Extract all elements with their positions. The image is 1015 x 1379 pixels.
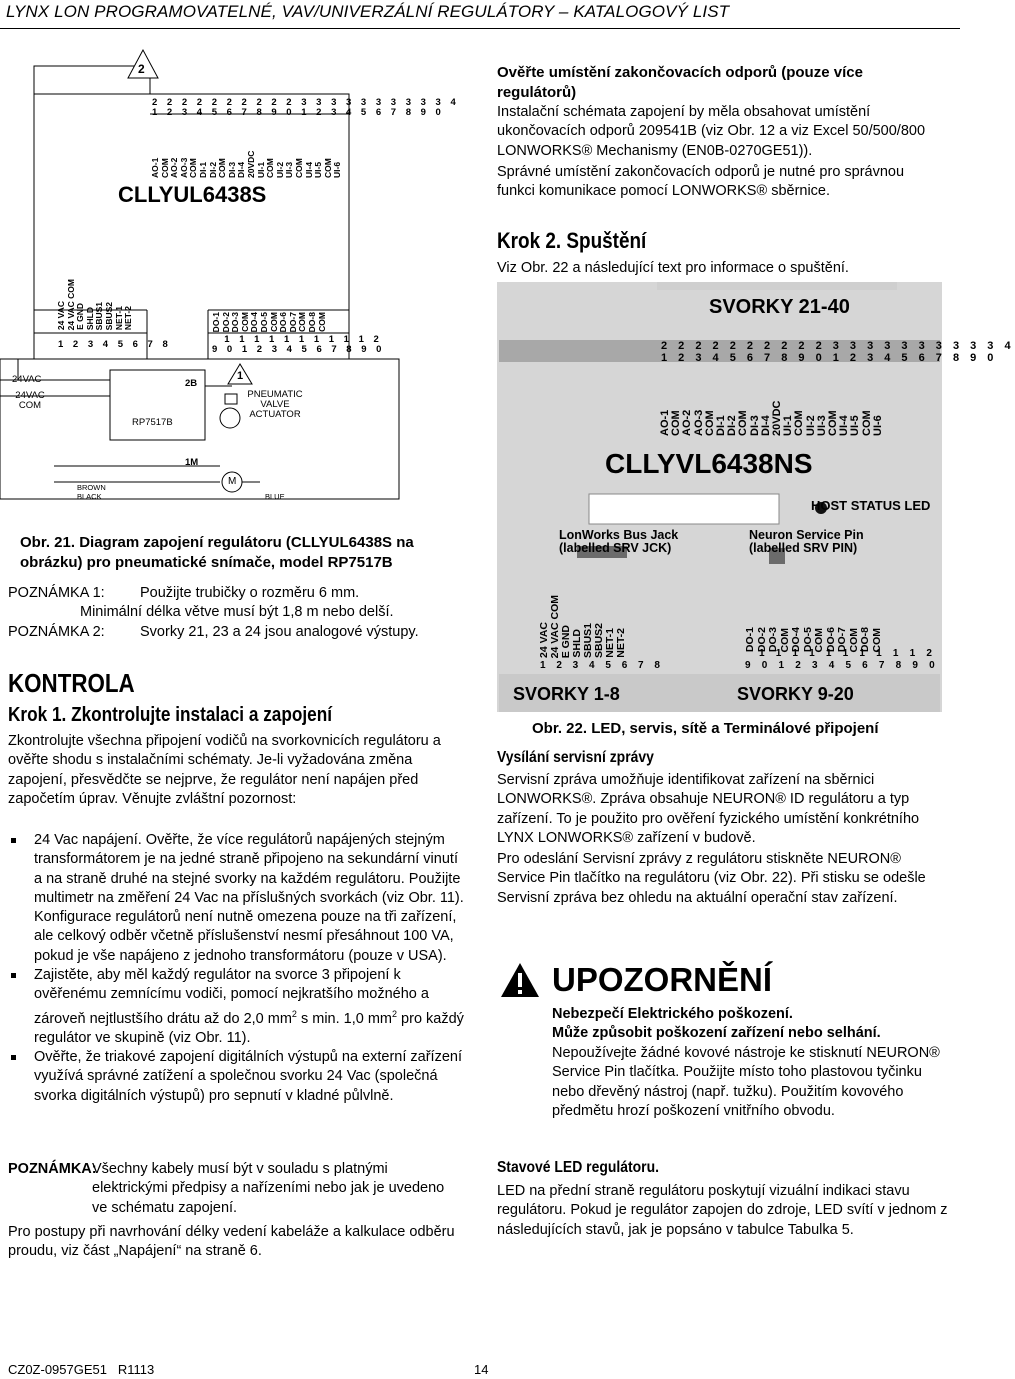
term-do2: DO-2 <box>220 311 231 332</box>
photo-term: 20VDC <box>771 400 784 436</box>
photo-term: 24 VAC COM <box>549 594 561 658</box>
term-com: COM <box>316 312 327 332</box>
term-do4: DO-4 <box>249 311 260 332</box>
photo-term: COM <box>847 627 860 652</box>
top-terminal-numbers-row2: 1 2 3 4 5 6 7 8 9 0 1 2 3 4 5 6 7 8 9 0 <box>152 107 445 118</box>
step-2-heading: Krok 2. Spuštění <box>497 228 647 253</box>
photo-term: COM <box>703 410 716 436</box>
note-2-text: Svorky 21, 23 a 24 jsou analogové výstupy. <box>140 623 419 640</box>
figure-22-photo <box>497 282 1015 712</box>
term-com: COM <box>293 158 304 178</box>
photo-term: COM <box>827 410 840 436</box>
bullet-ground <box>8 966 468 1048</box>
label-24vac-com: 24VAC COM <box>15 390 45 411</box>
photo-right-numbers-row2: 9 0 1 2 3 4 5 6 7 8 9 0 <box>745 660 939 671</box>
term-ao1: AO-1 <box>150 157 160 178</box>
photo-model: CLLYVL6438NS <box>605 448 813 479</box>
photo-term: DI-1 <box>715 415 728 436</box>
label-m: M <box>228 476 237 487</box>
term-net1: NET-1 <box>113 305 124 330</box>
note-1-line2: Minimální délka větve musí být 1,8 m nebo delší. <box>80 604 394 621</box>
photo-term: E GND <box>560 624 572 658</box>
term-sbus2: SBUS2 <box>103 301 114 330</box>
photo-left-terminals <box>538 594 627 658</box>
term-di4: DI-4 <box>236 161 247 178</box>
wiring-note-label: POZNÁMKA: <box>8 1161 97 1177</box>
photo-term: DO-4 <box>790 626 802 652</box>
photo-term: DO-2 <box>755 626 768 652</box>
term-do6: DO-6 <box>278 311 289 332</box>
bottom-left-numbers: 1 2 3 4 5 6 7 8 <box>58 339 172 350</box>
terminators-text-2: Správné umístění zakončovacích odporů je nutné pro správnou funkci komunikace pomocí LONWORKS® sběrnice. <box>497 164 905 200</box>
model-label: CLLYUL6438S <box>118 182 267 207</box>
warning-line-2: Může způsobit poškození zařízení nebo selhání. <box>552 1025 881 1041</box>
term-ui1: UI-1 <box>255 161 266 178</box>
note-1-label: POZNÁMKA 1: <box>8 585 105 601</box>
photo-left-numbers: 1 2 3 4 5 6 7 8 <box>540 660 664 671</box>
warning-icon <box>500 962 540 998</box>
photo-term: COM <box>737 410 750 436</box>
bullet-ground-text-b: s min. 1,0 mm <box>296 1010 393 1027</box>
photo-term: DI-4 <box>759 415 772 436</box>
term-net2: NET-2 <box>123 305 134 330</box>
service-heading: Vysílání servisní zprávy <box>497 749 654 766</box>
service-paragraph-2: Pro odeslání Servisní zprávy z regulátoru stiskněte NEURON® Service Pin tlačítko na regulátoru (viz Obr. 22). Při stisku se odešle Servisní zpráva bez ohledu na aktuální operační stav zařízení. <box>497 851 926 906</box>
service-pin-label-1: Neuron Service Pin <box>749 528 864 542</box>
photo-term: COM <box>793 410 806 436</box>
term-com: COM <box>188 158 199 178</box>
term-24vac: 24 VAC <box>56 300 66 330</box>
term-di3: DI-3 <box>226 161 237 178</box>
photo-term: DI-3 <box>748 415 761 436</box>
term-sbus1: SBUS1 <box>94 301 105 330</box>
term-ao3: AO-3 <box>178 157 189 178</box>
wiring-note <box>8 1160 468 1218</box>
photo-term: NET-2 <box>615 628 627 658</box>
bullet-ground-text: Zajistěte, aby měl každý regulátor na svorce 3 připojení k ověřenému zemnícímu vodiči, pomocí nejkratšího možného a zároveň nejtlustšího drátu až do 2,0 mm <box>34 967 429 1027</box>
term-shld: SHLD <box>84 306 95 330</box>
photo-term: UI-4 <box>838 415 851 436</box>
photo-term: 24 VAC <box>538 622 550 658</box>
photo-term: COM <box>670 410 683 436</box>
callout-1: 1 <box>237 370 244 382</box>
service-pin-label-2: (labelled SRV PIN) <box>749 541 858 555</box>
photo-term: SBUS2 <box>593 622 605 658</box>
bottom-right-terminal-labels <box>212 288 327 332</box>
label-24vac: 24VAC <box>12 374 42 385</box>
photo-term: DO-7 <box>836 626 848 652</box>
bottom-right-numbers-row2: 9 0 1 2 3 4 5 6 7 8 9 0 <box>212 344 385 355</box>
label-brown: BROWN <box>77 483 106 492</box>
figure-21-diagram <box>0 50 460 505</box>
term-ui6: UI-6 <box>332 161 343 178</box>
term-egnd: E GND <box>75 303 86 330</box>
jack-label-2: (labelled SRV JCK) <box>559 541 672 555</box>
term-ao2: AO-2 <box>169 157 180 178</box>
photo-term: UI-6 <box>871 415 884 436</box>
term-com: COM <box>159 158 170 178</box>
led-heading: Stavové LED regulátoru. <box>497 1159 660 1176</box>
photo-term: COM <box>778 627 791 652</box>
bullet-triac: Ověřte, že triakové zapojení digitálních výstupů na externí zařízení využívá správné zatížení a společnou svorku 24 Vac (společná svorka digitálních výstupů) pro sepnutí v kladné půlvlně. <box>8 1048 468 1106</box>
kontrola-bullets <box>8 831 468 1106</box>
photo-term: DO-6 <box>824 626 837 652</box>
bullet-power: 24 Vac napájení. Ověřte, že více regulátorů napájených stejným transformátorem je na jedné straně připojeno na sekundární vinutí a na straně druhé na stejné svorky na každém regulátoru. Použijte multimetr na změření 24 Vac na příslušných svorkách (viz Obr. 11). Konfigurace regulátorů není nutně omezena pouze na tři zařízení, ale celkový odběr včetně příslušenství nesmí přesáhnout 100 VA, pokud je vše napájeno z jednoho transformátoru (pouze v USA). <box>8 831 468 966</box>
term-com: COM <box>217 158 228 178</box>
step-2-text: Viz Obr. 22 a následující text pro informace o spuštění. <box>497 260 849 276</box>
photo-term: DI-2 <box>726 415 739 436</box>
photo-term: UI-5 <box>849 415 862 436</box>
svorky-9-20-label: SVORKY 9-20 <box>737 684 854 704</box>
label-blue: BLUE <box>265 492 285 501</box>
page-header: LYNX LON PROGRAMOVATELNÉ, VAV/UNIVERZÁLNÍ REGULÁTORY – KATALOGOVÝ LIST <box>6 2 730 21</box>
note-1-line1: Použijte trubičky o rozměru 6 mm. <box>140 585 360 601</box>
term-ui5: UI-5 <box>313 161 324 178</box>
step-1-heading: Krok 1. Zkontrolujte instalaci a zapojení <box>8 704 333 726</box>
label-1m: 1M <box>185 457 199 468</box>
term-20vdc: 20VDC <box>245 150 256 178</box>
host-status-led-label: HOST STATUS LED <box>811 498 931 513</box>
term-ui2: UI-2 <box>274 161 285 178</box>
term-do5: DO-5 <box>258 311 269 332</box>
term-di1: DI-1 <box>197 161 208 178</box>
sup-2b: 2 <box>392 1008 398 1019</box>
callout-2: 2 <box>138 62 145 76</box>
photo-numbers-row1: 2 2 2 2 2 2 2 2 2 2 3 3 3 3 3 3 3 3 3 3 4 <box>661 340 1015 352</box>
footer-code: CZ0Z-0957GE51 R1113 <box>8 1362 155 1377</box>
term-di2: DI-2 <box>207 161 218 178</box>
bottom-right-numbers-row1: 1 1 1 1 1 1 1 1 1 1 2 <box>212 334 383 345</box>
photo-term: NET-1 <box>604 628 616 658</box>
term-do7: DO-7 <box>287 311 298 332</box>
kontrola-intro: Zkontrolujte všechna připojení vodičů na svorkovnicích regulátoru a ověřte shodu s instalačními schématy. Je-li vyžadována změna zapojení, přesvědčte se nejprve, že regulátor není napájen před započetím úprav. Věnujte zvláštní pozornost: <box>8 733 441 807</box>
warning-title: UPOZORNĚNÍ <box>552 961 773 998</box>
header-rule <box>0 28 960 29</box>
photo-term: SBUS1 <box>582 622 594 658</box>
term-com: COM <box>265 158 276 178</box>
service-paragraph-1: Servisní zpráva umožňuje identifikovat zařízení na sběrnici LONWORKS®. Zpráva obsahuje NEURON® ID regulátoru a typ zařízení. To je použito pro ověření fyzického umístění konkrétního LYNX LONWORKS® zařízení v budově. <box>497 772 920 846</box>
photo-term: UI-3 <box>815 415 828 436</box>
photo-term: AO-1 <box>659 409 671 436</box>
top-terminal-labels <box>151 118 343 178</box>
terminators-text-1: Instalační schémata zapojení by měla obsahovat umístění ukončovacích odporů 209541B (viz Obr. 12 a viz Excel 50/500/800 LONWORKS® Mechanismy (EN0B-0270GE51)). <box>497 104 926 159</box>
top-terminal-numbers-row1: 2 2 2 2 2 2 2 2 2 2 3 3 3 3 3 3 3 3 3 3 4 <box>152 97 460 108</box>
kontrola-heading: KONTROLA <box>8 668 135 698</box>
footer-page-number: 14 <box>474 1362 489 1377</box>
note-1 <box>8 584 478 642</box>
term-com: COM <box>268 312 279 332</box>
term-do8: DO-8 <box>306 311 317 332</box>
valve-label: PNEUMATIC VALVE ACTUATOR <box>247 389 303 420</box>
bottom-left-terminal-labels <box>57 278 134 330</box>
term-do3: DO-3 <box>230 311 241 332</box>
term-ui3: UI-3 <box>284 161 295 178</box>
photo-term: DO-8 <box>859 626 871 652</box>
photo-term: DO-3 <box>767 626 779 652</box>
term-com: COM <box>322 158 333 178</box>
svorky-21-40-label: SVORKY 21-40 <box>709 296 850 318</box>
jack-label-1: LonWorks Bus Jack <box>559 528 679 542</box>
photo-term: DO-5 <box>801 626 814 652</box>
photo-numbers-row2: 1 2 3 4 5 6 7 8 9 0 1 2 3 4 5 6 7 8 9 0 <box>661 352 998 364</box>
photo-right-terminals <box>745 604 883 652</box>
photo-term: AO-2 <box>681 409 694 436</box>
final-paragraph: Pro postupy při navrhování délky vedení kabeláže a kalkulace odběru proudu, viz část „Napájení“ na straně 6. <box>8 1224 455 1260</box>
photo-term: UI-1 <box>782 415 795 436</box>
figure-22-caption: Obr. 22. LED, servis, sítě a Terminálové připojení <box>532 720 879 737</box>
photo-term: COM <box>860 410 873 436</box>
warning-line-1: Nebezpečí Elektrického poškození. <box>552 1006 793 1022</box>
photo-term: AO-3 <box>692 409 705 436</box>
photo-term: DO-1 <box>744 626 756 652</box>
rp-label: RP7517B <box>132 417 173 428</box>
note-2-label: POZNÁMKA 2: <box>8 623 105 640</box>
led-paragraph: LED na přední straně regulátoru poskytují vizuální indikaci stavu regulátoru. Pokud je regulátor zapojen do zdroje, LED svítí v jednom z následujících stavů, jak je popsáno v tabulce Tabulka 5. <box>497 1183 948 1238</box>
label-2b: 2B <box>185 378 198 389</box>
wiring-note-text: Všechny kabely musí být v souladu s platnými elektrickými předpisy a nařízeními nebo jak je uvedeno ve schématu zapojení. <box>92 1161 445 1216</box>
term-24vac-com: 24 VAC COM <box>65 278 76 330</box>
sup-2a: 2 <box>291 1008 297 1019</box>
warning-text: Nepoužívejte žádné kovové nástroje ke stisknutí NEURON® Service Pin tlačítka. Použijte místo toho plastovou tyčinku nebo dřevěný nástroj (např. tužku). Použitím kovového předmětu hrozí poškození vnitřního obvodu. <box>552 1045 940 1119</box>
terminators-heading: Ověřte umístění zakončovacích odporů (pouze více regulátorů) <box>497 64 863 101</box>
term-do1: DO-1 <box>211 311 221 332</box>
term-com: COM <box>239 312 250 332</box>
label-black: BLACK <box>77 492 102 501</box>
photo-term: COM <box>813 627 825 652</box>
photo-top-terminals <box>660 366 884 436</box>
term-ui4: UI-4 <box>303 161 314 178</box>
bullet-ground-text-c: pro každý regulátor ve skupině (viz Obr. 11). <box>34 1010 464 1046</box>
photo-term: SHLD <box>571 629 583 658</box>
svorky-1-8-label: SVORKY 1-8 <box>513 684 620 704</box>
figure-21-caption: Obr. 21. Diagram zapojení regulátoru (CLLYUL6438S na obrázku) pro pneumatické snímače, model RP7517B <box>20 534 414 571</box>
photo-term: COM <box>870 627 883 652</box>
photo-right-numbers-row1: 1 1 1 1 1 1 1 1 1 1 2 <box>745 648 937 659</box>
photo-term: UI-2 <box>804 415 817 436</box>
term-com: COM <box>297 312 308 332</box>
